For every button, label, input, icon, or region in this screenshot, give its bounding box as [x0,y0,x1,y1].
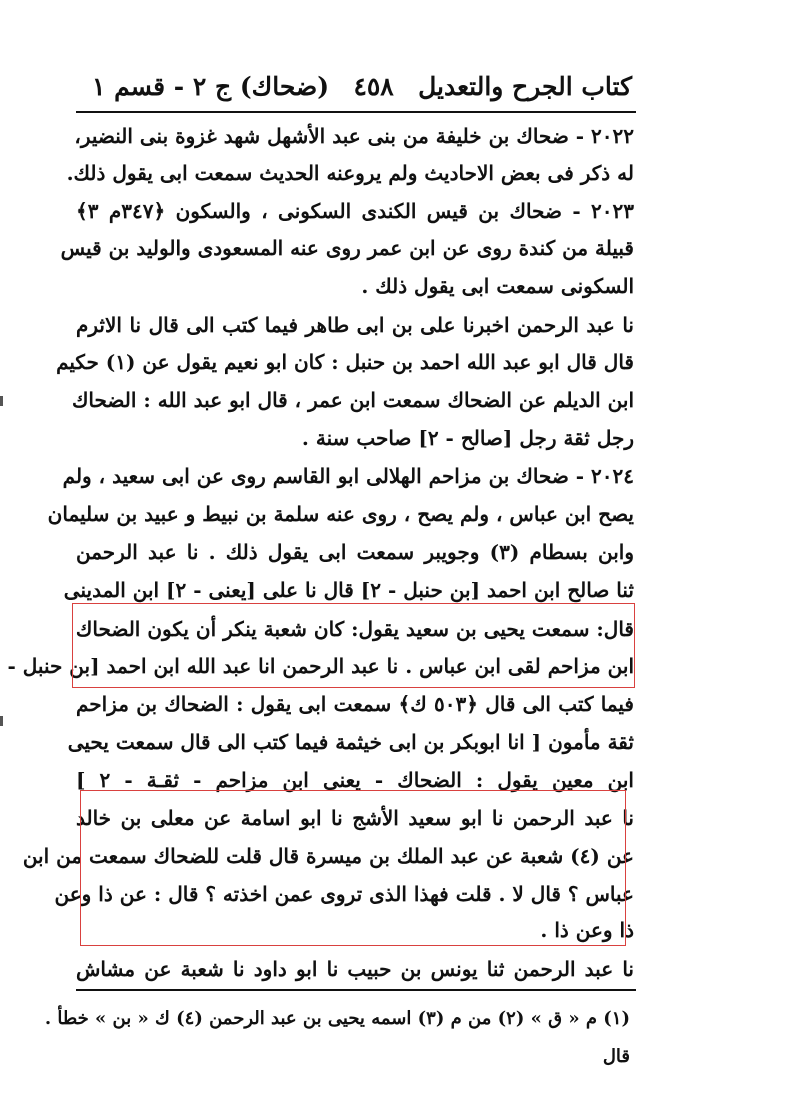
body-line: قال: سمعت يحيى بن سعيد يقول: كان شعبة ينكر أن يكون الضحاك [75,617,634,641]
body-line: رجل ثقة رجل [صالح - ٢] صاحب سنة . [301,426,634,450]
body-line: عباس ؟ قال لا . قلت فهذا الذى تروى عمن اخذته ؟ قال : عن ذا وعن [54,882,634,906]
body-line: ثقة مأمون [ انا ابوبكر بن ابى خيثمة فيما كتب الى قال سمعت يحيى [67,730,634,754]
body-line: ذا وعن ذا . [540,918,634,942]
catchword: قال [602,1046,630,1067]
body-line: وابن بسطام (٣) وجويبر سمعت ابى يقول ذلك . نا عبد الرحمن [76,540,634,564]
body-line: يصح ابن عباس ، ولم يصح ، روى عنه سلمة بن نبيط و عبيد بن سليمان [47,502,634,526]
highlight-box [80,790,626,946]
body-line: ٢٠٢٣ - ضحاك بن قيس الكندى السكونى ، والسكون ﴿٣٤٧م ٣﴾ [76,199,634,223]
body-line: ثنا صالح ابن احمد [بن حنبل - ٢] قال نا على [يعنى - ٢] ابن المدينى [63,578,634,602]
edge-mark [0,396,3,406]
book-title: كتاب الجرح والتعديل [418,71,632,101]
section-label: (ضحاك) ج ٢ - قسم ١ [92,71,330,101]
body-line: ٢٠٢٤ - ضحاك بن مزاحم الهلالى ابو القاسم روى عن ابى سعيد ، ولم [62,464,634,488]
body-line: ابن الديلم عن الضحاك سمعت ابن عمر ، قال ابو عبد الله : الضحاك [71,388,634,412]
footnote-rule [76,989,636,991]
body-line: فيما كتب الى قال ﴿٥٠٣ ك﴾ سمعت ابى يقول : الضحاك بن مزاحم [76,692,634,716]
body-line: قبيلة من كندة روى عن ابن عمر روى عنه المسعودى والوليد بن قيس [60,236,634,260]
footnotes: (١) م « ق » (٢) من م (٣) اسمه يحيى بن عبد الرحمن (٤) ك « بن » خطأ . [44,1008,630,1029]
highlight-box [7,603,635,688]
page-number: ٤٥٨ [353,71,394,101]
body-line: نا عبد الرحمن اخبرنا على بن ابى طاهر فيما كتب الى قال نا الاثرم [76,313,634,337]
header-rule [76,111,636,113]
body-line: ابن مزاحم لقى ابن عباس . نا عبد الرحمن انا عبد الله ابن احمد [بن حنبل - [7,654,634,678]
body-line: نا عبد الرحمن نا ابو سعيد الأشج نا ابو اسامة عن معلى بن خالد [76,806,634,830]
page-header [92,66,632,106]
body-line: السكونى سمعت ابى يقول ذلك . [361,274,634,298]
body-line: نا عبد الرحمن ثنا يونس بن حبيب نا ابو داود نا شعبة عن مشاش [76,957,634,981]
body-line: ابن معين يقول : الضحاك - يعنى ابن مزاحم - ثقـة - ٢ ] [76,768,634,792]
edge-mark [0,716,3,726]
body-line: عن (٤) شعبة عن عبد الملك بن ميسرة قال قلت للضحاك سمعت من ابن [22,844,634,868]
body-line: قال قال ابو عبد الله احمد بن حنبل : كان ابو نعيم يقول عن (١) حكيم [56,350,634,374]
body-line: ٢٠٢٢ - ضحاك بن خليفة من بنى عبد الأشهل شهد غزوة بنى النضير، [74,124,634,148]
body-line: له ذكر فى بعض الاحاديث ولم يروعنه الحديث سمعت ابى يقول ذلك. [66,161,634,185]
